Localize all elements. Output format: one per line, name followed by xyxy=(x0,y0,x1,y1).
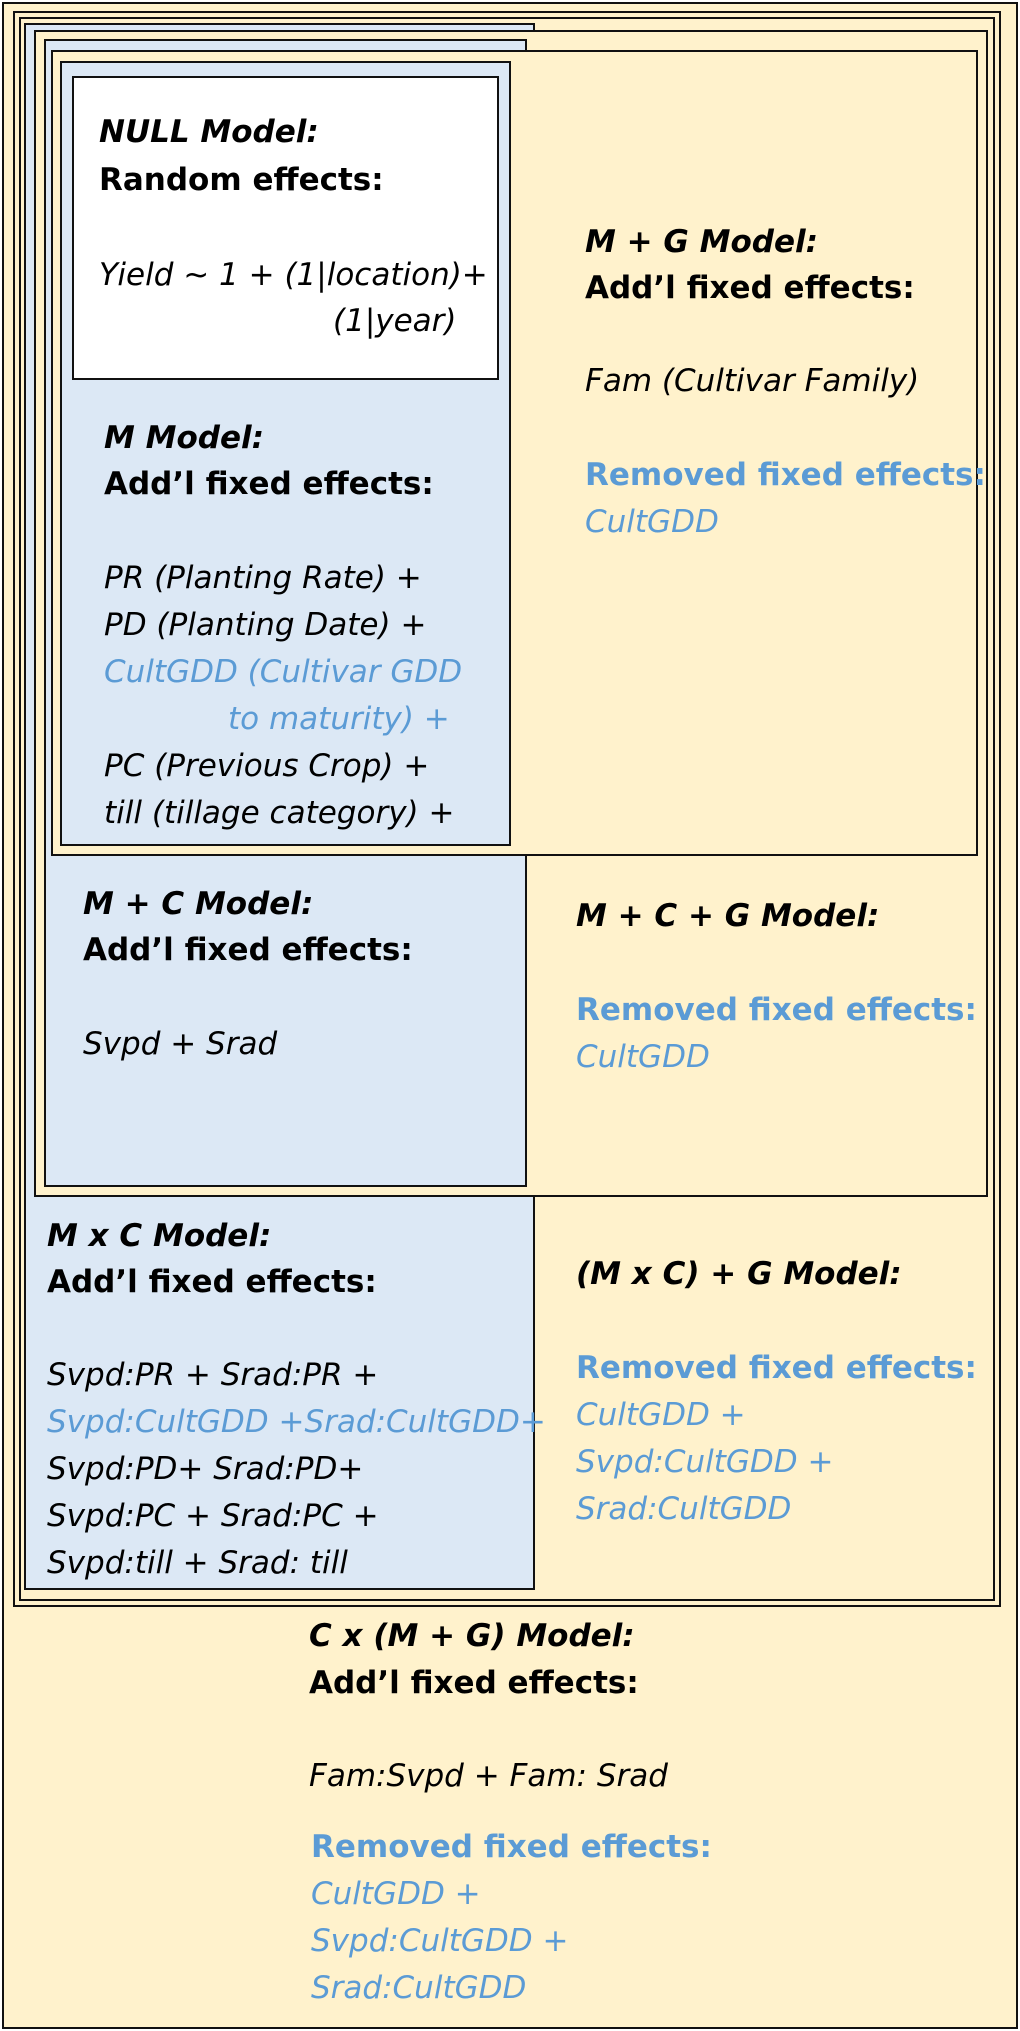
mg-model-removed-label: Removed fixed effects: xyxy=(585,457,986,493)
cxmg-model-removed-effect: Srad:CultGDD xyxy=(311,1970,527,2006)
m-model-effect: PR (Planting Rate) + xyxy=(104,560,422,596)
null-model-formula-line1: Yield ~ 1 + (1|location)+ xyxy=(99,257,488,293)
mcg-model-removed-effect: CultGDD xyxy=(576,1039,710,1075)
mc-model-effect: Svpd + Srad xyxy=(83,1026,278,1062)
mxc-model-effect: Svpd:till + Srad: till xyxy=(47,1545,348,1581)
mc-model-title: M + C Model: xyxy=(83,886,314,922)
mxc-model-subtitle: Add’l fixed effects: xyxy=(47,1264,377,1300)
m-model-highlighted-effect: CultGDD (Cultivar GDD xyxy=(104,654,463,690)
mxcg-model-removed-label: Removed fixed effects: xyxy=(576,1350,977,1386)
mxc-model-effect: Svpd:PD+ Srad:PD+ xyxy=(47,1451,364,1487)
m-model-effect: till (tillage category) + xyxy=(104,795,455,831)
cxmg-model-title: C x (M + G) Model: xyxy=(309,1618,635,1654)
mcg-model-title: M + C + G Model: xyxy=(576,898,880,934)
mc-model-subtitle: Add’l fixed effects: xyxy=(83,932,413,968)
cxmg-model-subtitle: Add’l fixed effects: xyxy=(309,1665,639,1701)
null-model-title: NULL Model: xyxy=(99,114,319,150)
mxcg-model-removed-effect: CultGDD + xyxy=(576,1397,746,1433)
cxmg-model-removed-label: Removed fixed effects: xyxy=(311,1829,712,1865)
mcg-model-removed-label: Removed fixed effects: xyxy=(576,992,977,1028)
mxc-model-title: M x C Model: xyxy=(47,1218,272,1254)
mg-model-effect: Fam (Cultivar Family) xyxy=(585,363,920,399)
m-model-effect: PD (Planting Date) + xyxy=(104,607,427,643)
mxcg-model-removed-effect: Svpd:CultGDD + xyxy=(576,1444,834,1480)
m-model-title: M Model: xyxy=(104,420,265,456)
cxmg-model-effect: Fam:Svpd + Fam: Srad xyxy=(309,1758,668,1794)
m-model-highlighted-effect: to maturity) + xyxy=(228,701,450,737)
mg-model-title: M + G Model: xyxy=(585,224,819,260)
mxc-model-effect: Svpd:PC + Srad:PC + xyxy=(47,1498,379,1534)
null-model-formula-line2: (1|year) xyxy=(333,303,457,339)
mxc-model-effect: Svpd:PR + Srad:PR + xyxy=(47,1357,379,1393)
m-model-subtitle: Add’l fixed effects: xyxy=(104,466,434,502)
mg-model-removed-effect: CultGDD xyxy=(585,504,719,540)
cxmg-model-removed-effect: CultGDD + xyxy=(311,1876,481,1912)
m-model-effect: PC (Previous Crop) + xyxy=(104,748,430,784)
mxcg-model-title: (M x C) + G Model: xyxy=(576,1256,902,1292)
null-model-subtitle: Random effects: xyxy=(99,162,384,198)
cxmg-model-removed-effect: Svpd:CultGDD + xyxy=(311,1923,569,1959)
mg-model-subtitle: Add’l fixed effects: xyxy=(585,270,915,306)
mxcg-model-removed-effect: Srad:CultGDD xyxy=(576,1491,792,1527)
mxc-model-highlighted-effect: Svpd:CultGDD +Srad:CultGDD+ xyxy=(47,1404,546,1440)
